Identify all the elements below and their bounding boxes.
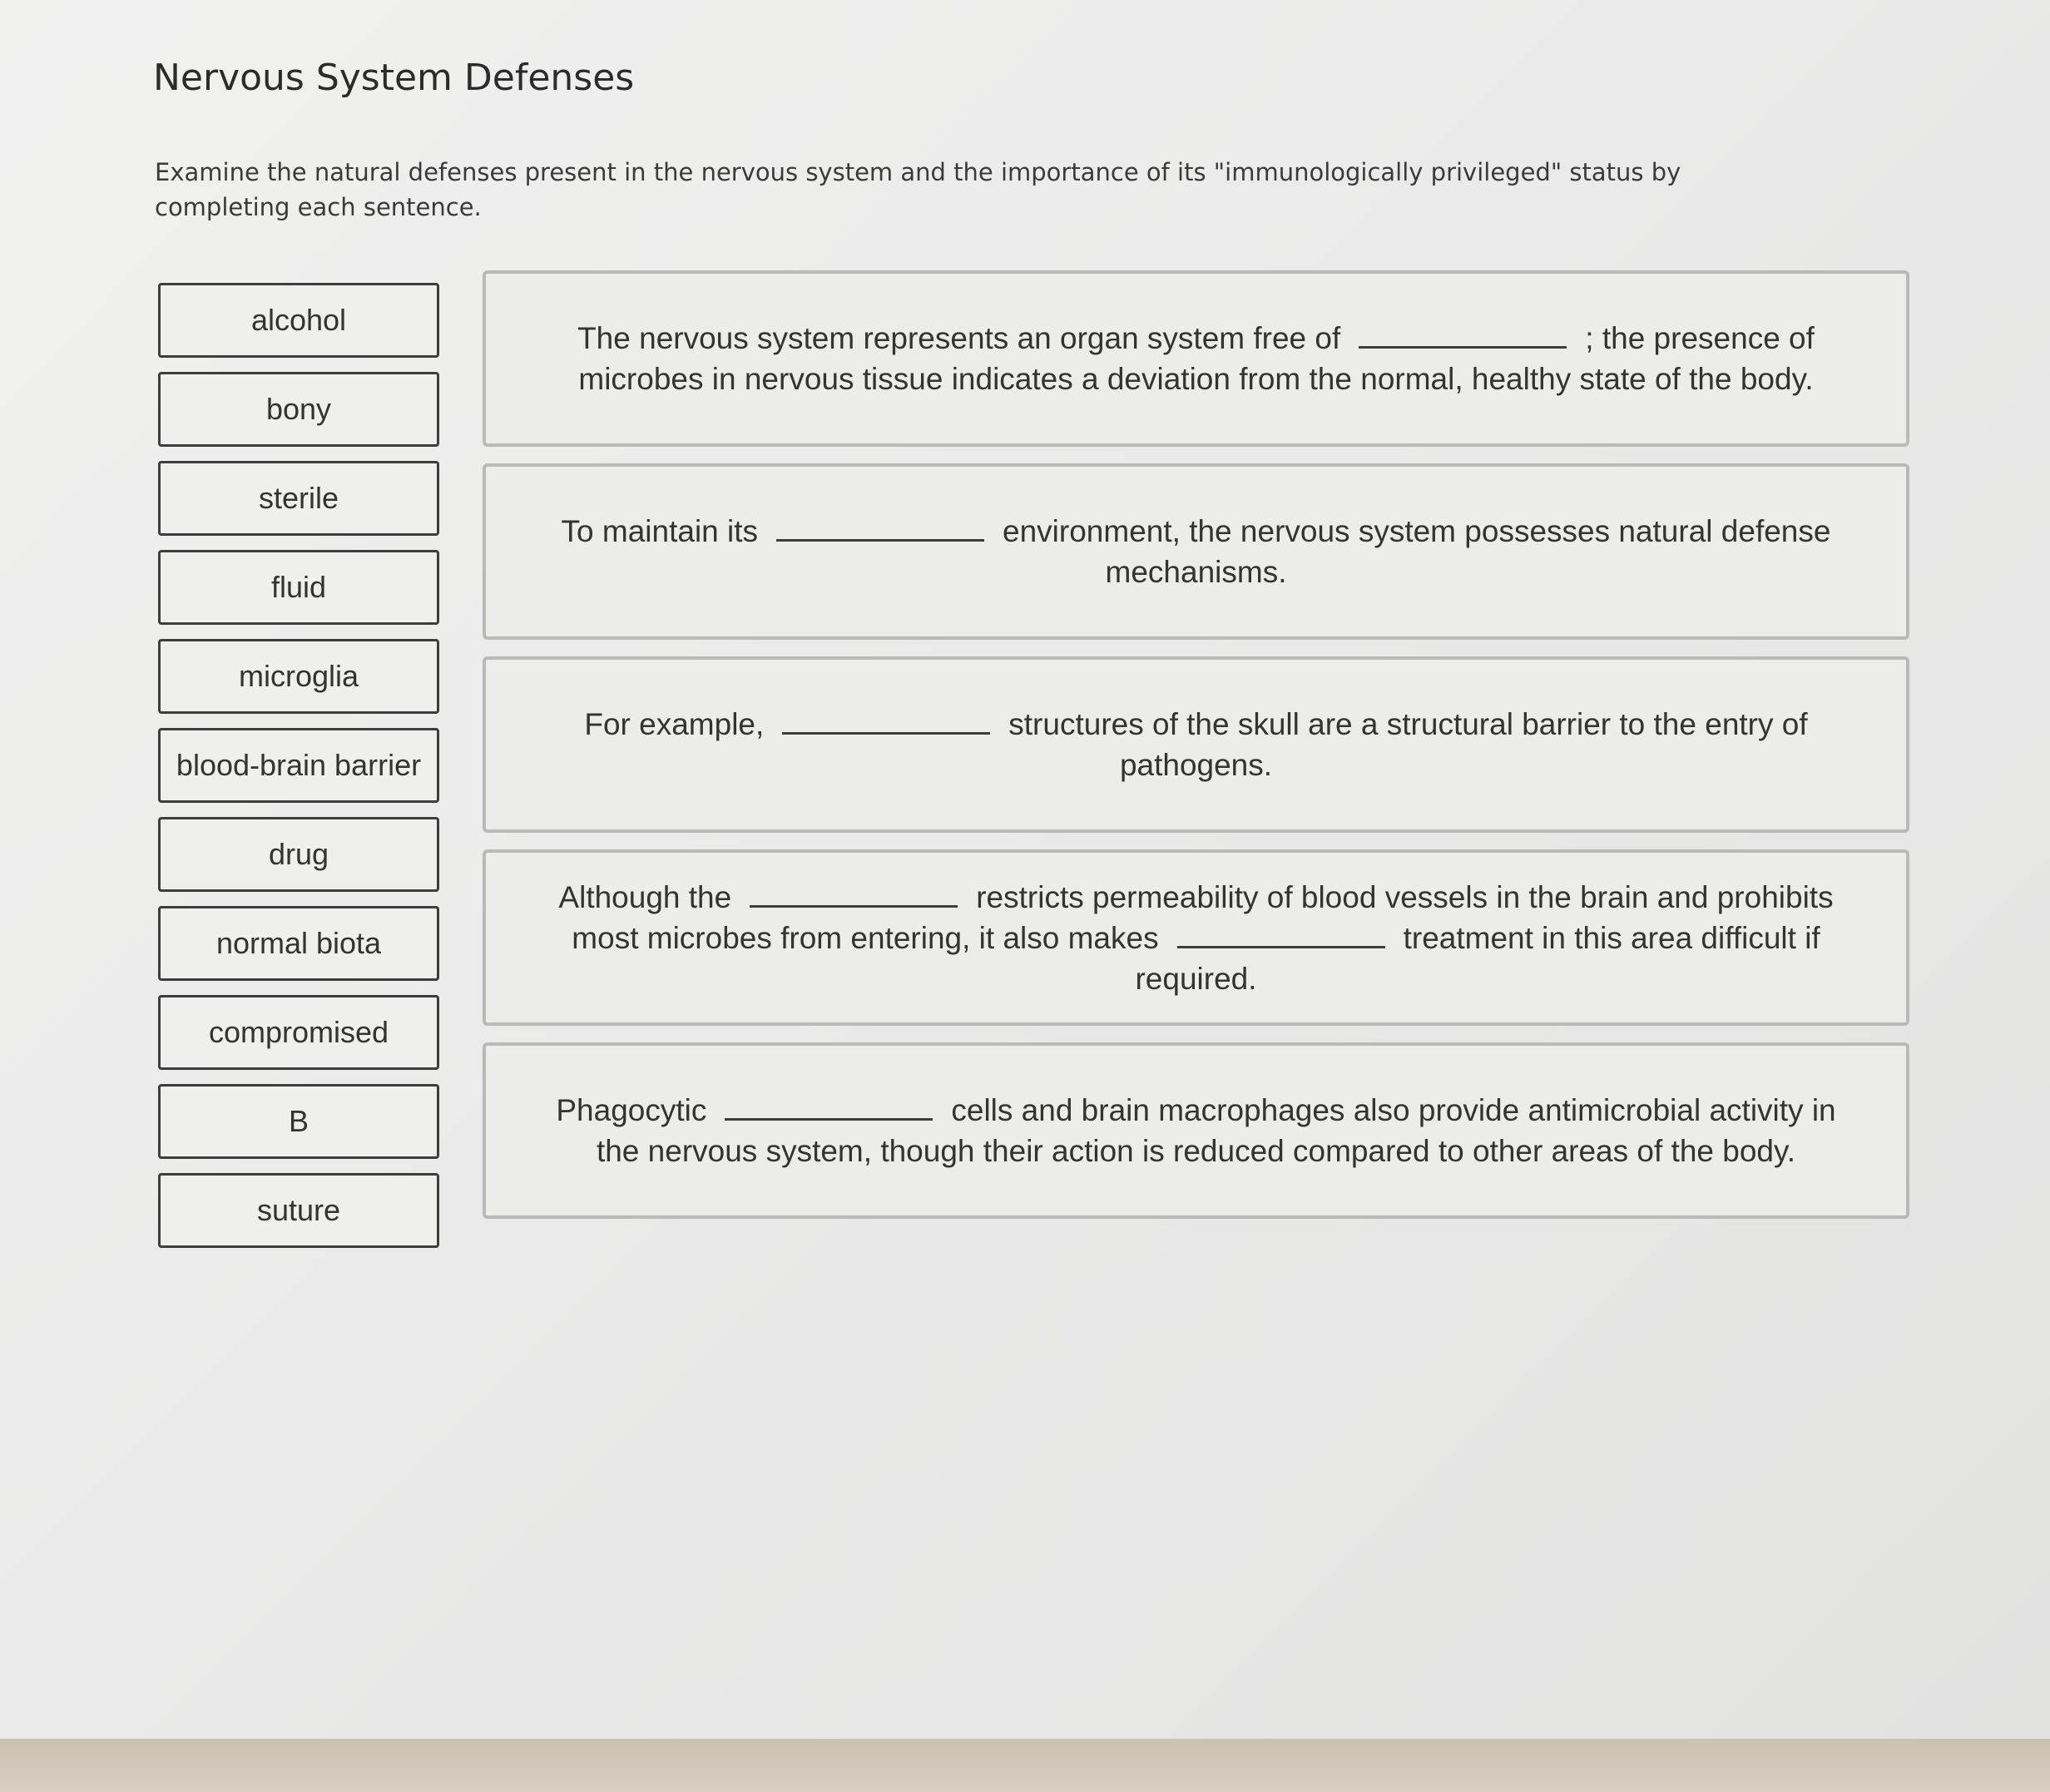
sentence-fragment: To maintain its	[561, 514, 759, 548]
word-tile-sterile[interactable]: sterile	[158, 461, 439, 536]
sentence-fragment: Although the	[558, 879, 732, 914]
sentence-fragment: structures of the skull are a structural barrier to the entry of pathogens.	[1008, 707, 1808, 782]
answer-blank-3[interactable]	[782, 707, 990, 735]
sentence-text	[536, 704, 1856, 785]
word-tile-suture[interactable]: suture	[158, 1173, 439, 1248]
sentence-text	[536, 1090, 1856, 1171]
page-title: Nervous System Defenses	[153, 57, 635, 99]
answer-blank-5[interactable]	[1177, 921, 1385, 948]
sentence-box-3	[483, 656, 1909, 833]
word-tile-compromised[interactable]: compromised	[158, 995, 439, 1070]
answer-blank-1[interactable]	[1359, 321, 1567, 349]
instructions-text: Examine the natural defenses present in the nervous system and the importance of its "immunologically privileged" status by completing each sentence.	[155, 158, 1681, 221]
word-tile-b[interactable]: B	[158, 1084, 439, 1159]
word-tile-fluid[interactable]: fluid	[158, 550, 439, 625]
answer-blank-2[interactable]	[776, 514, 984, 542]
sentence-fragment: environment, the nervous system possesses natural defense mechanisms.	[1003, 514, 1831, 589]
word-tile-microglia[interactable]: microglia	[158, 639, 439, 714]
sentence-box-1	[483, 270, 1909, 447]
word-tile-alcohol[interactable]: alcohol	[158, 283, 439, 358]
sentence-fragment: For example,	[584, 707, 765, 741]
sentence-box-2	[483, 463, 1909, 640]
sentence-text	[536, 318, 1856, 399]
word-tile-blood-brain-barrier[interactable]: blood-brain barrier	[158, 728, 439, 803]
sentence-fragment: Phagocytic	[556, 1093, 707, 1127]
word-tile-drug[interactable]: drug	[158, 817, 439, 892]
sentence-fragment: cells and brain macrophages also provide antimicrobial activity in the nervous system, though their action is reduced compared to other areas of the body.	[596, 1093, 1836, 1168]
answer-blank-4[interactable]	[750, 880, 958, 908]
word-tile-normal-biota[interactable]: normal biota	[158, 906, 439, 981]
word-bank	[158, 283, 443, 1262]
sentence-fragment: ; the presence of microbes in nervous tissue indicates a deviation from the normal, healthy state of the body.	[578, 321, 1815, 396]
sentence-fragment: restricts permeability of blood vessels in the brain and prohibits most microbes from entering, it also makes	[572, 879, 1834, 955]
word-tile-bony[interactable]: bony	[158, 372, 439, 447]
background-surface	[0, 1739, 2050, 1792]
sentence-text	[536, 511, 1856, 592]
sentence-fragment: The nervous system represents an organ system free of	[577, 321, 1341, 355]
sentence-box-4	[483, 849, 1909, 1026]
sentence-text	[536, 877, 1856, 999]
sentence-box-5	[483, 1042, 1909, 1219]
sentence-list	[483, 270, 1909, 1235]
answer-blank-6[interactable]	[725, 1093, 933, 1121]
sentence-fragment: treatment in this area difficult if required.	[1135, 920, 1820, 996]
